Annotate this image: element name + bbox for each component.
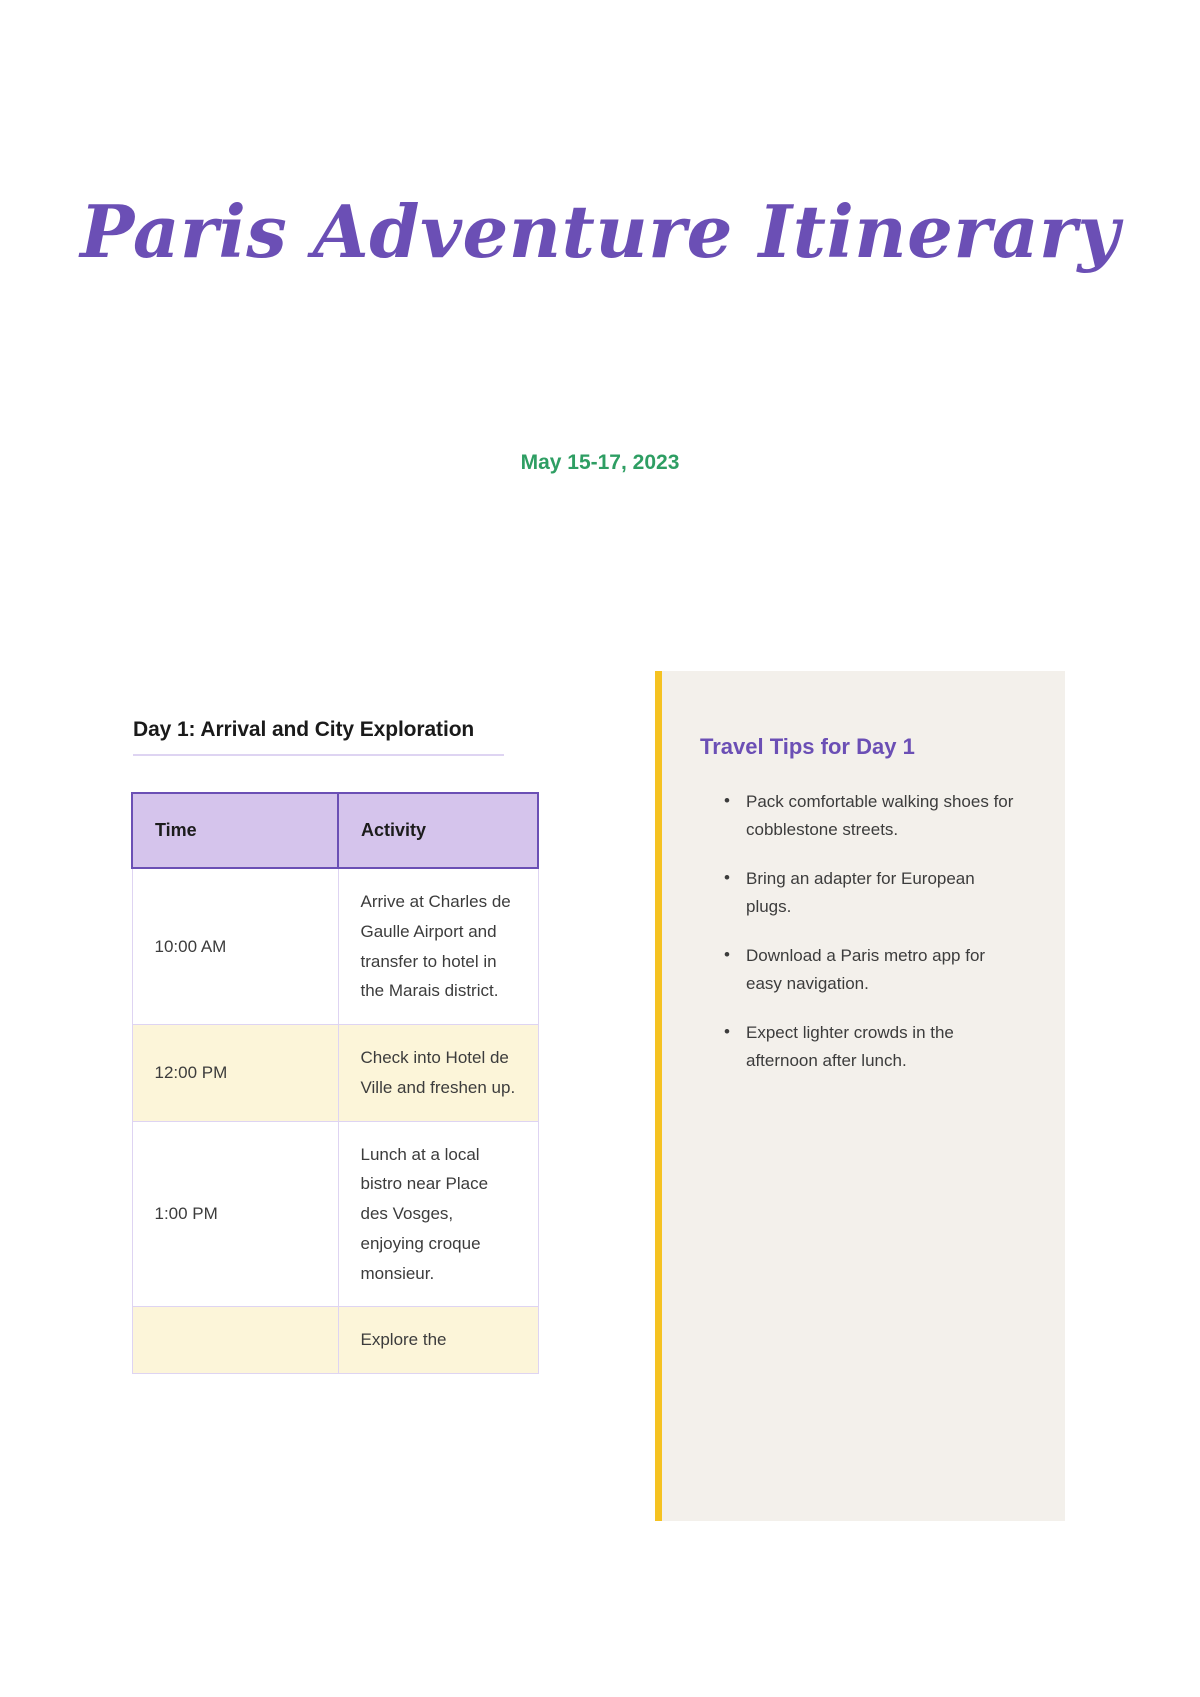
cell-time: 10:00 AM	[132, 868, 338, 1025]
date-subtitle: May 15-17, 2023	[520, 451, 680, 475]
list-item: • Download a Paris metro app for easy navigation.	[724, 942, 1023, 997]
travel-tips-panel	[655, 671, 1065, 1521]
day-heading-divider	[133, 754, 504, 756]
table-row	[132, 1025, 538, 1122]
table-header-row	[132, 793, 538, 868]
travel-tips-title: Travel Tips for Day 1	[700, 734, 915, 759]
table-row	[132, 1307, 538, 1374]
page-title: Paris Adventure Itinerary	[80, 189, 1120, 274]
list-item: • Pack comfortable walking shoes for cobblestone streets.	[724, 788, 1023, 843]
column-header-activity: Activity	[338, 793, 538, 868]
cell-time: 12:00 PM	[132, 1025, 338, 1122]
table-row	[132, 868, 538, 1025]
day-heading: Day 1: Arrival and City Exploration	[133, 718, 475, 741]
table-row	[132, 1121, 538, 1307]
list-item: • Expect lighter crowds in the afternoon after lunch.	[724, 1019, 1023, 1074]
list-item: • Bring an adapter for European plugs.	[724, 865, 1023, 920]
cell-activity: Explore the	[338, 1307, 538, 1374]
cell-time	[132, 1307, 338, 1374]
cell-activity: Lunch at a local bistro near Place des Vosges, enjoying croque monsieur.	[338, 1121, 538, 1307]
column-header-time: Time	[132, 793, 338, 868]
cell-activity: Check into Hotel de Ville and freshen up.	[338, 1025, 538, 1122]
itinerary-table	[131, 792, 539, 1374]
table-header	[132, 793, 538, 868]
itinerary-column	[131, 718, 541, 1374]
cell-activity: Arrive at Charles de Gaulle Airport and transfer to hotel in the Marais district.	[338, 868, 538, 1025]
cell-time: 1:00 PM	[132, 1121, 338, 1307]
table-body	[132, 868, 538, 1374]
travel-tips-list	[662, 760, 1065, 1074]
